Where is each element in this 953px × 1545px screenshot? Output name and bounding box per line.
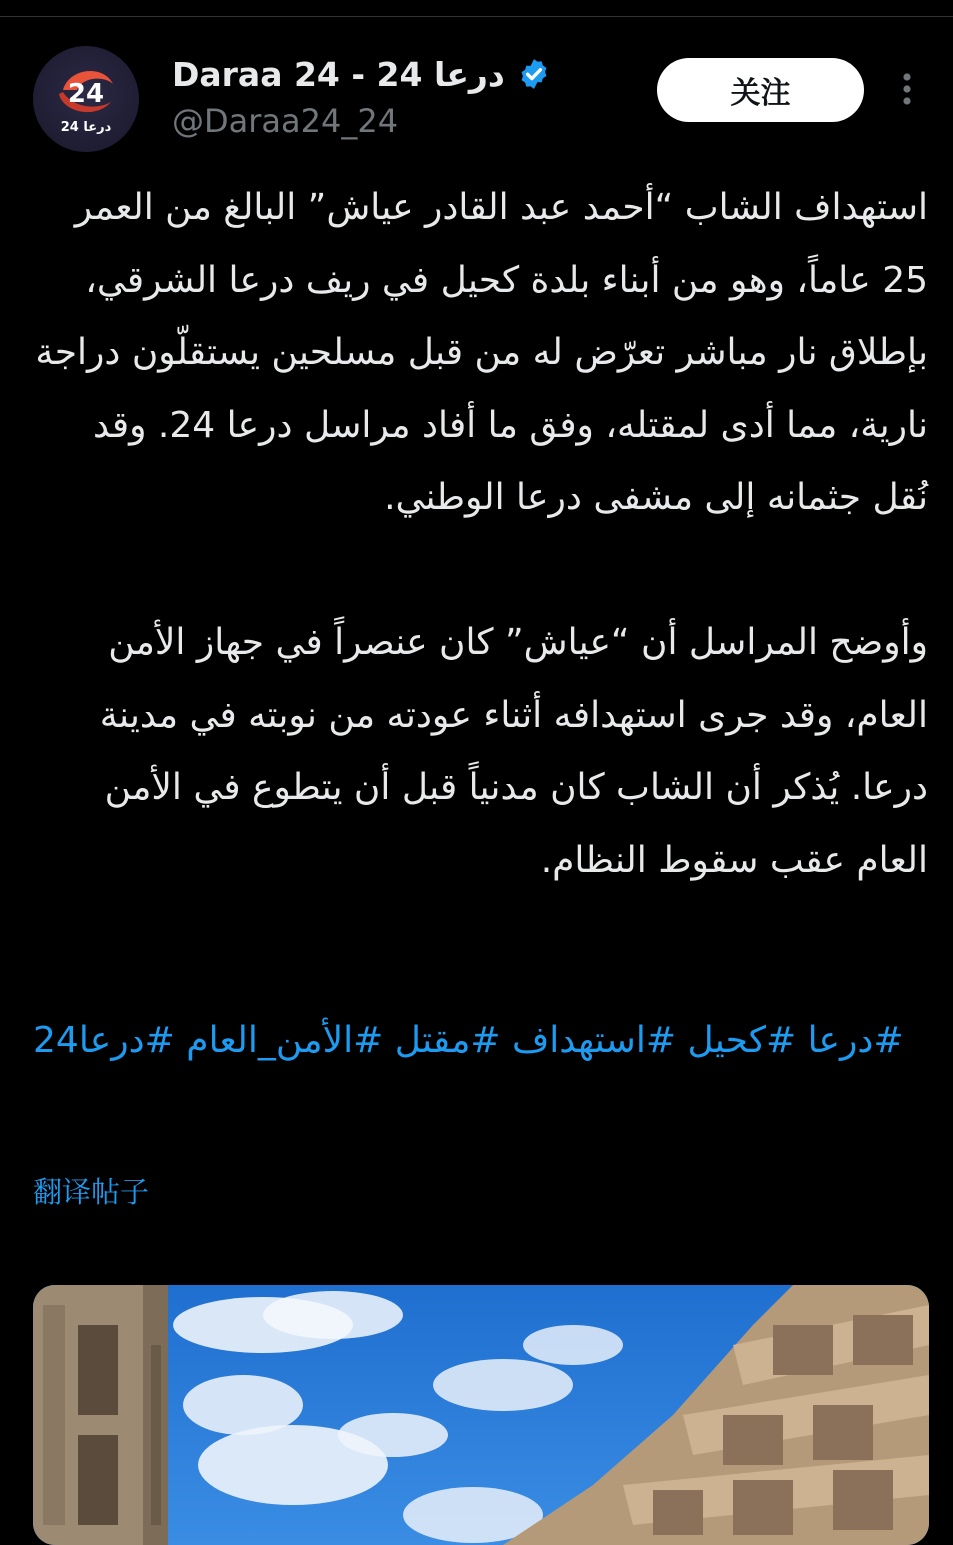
avatar-logo-caption: درعا 24 (60, 120, 112, 135)
more-vertical-icon[interactable] (892, 70, 922, 110)
hashtag-targeting[interactable]: #استهداف (511, 1020, 676, 1061)
post-media-image[interactable] (33, 1285, 929, 1545)
avatar-logo-number: 24 (67, 79, 105, 109)
hashtag-daraa[interactable]: #درعا (807, 1020, 904, 1061)
daraa24-logo (33, 46, 139, 152)
media-photo (33, 1285, 929, 1545)
hashtag-daraa24[interactable]: #درعا24 (33, 1020, 175, 1061)
hashtag-list (33, 1005, 928, 1076)
author-handle[interactable]: @Daraa24_24 (172, 102, 399, 140)
post-paragraph-2: وأوضح المراسل أن “عياش” كان عنصراً في جهاز الأمن العام، وقد جرى استهدافه أثناء عودته من نوبته في مدينة درعا. يُذكر أن الشاب كان مدنياً قبل أن يتطوع في الأمن العام عقب سقوط النظام. (99, 622, 928, 881)
hashtag-kaheel[interactable]: #كحيل (687, 1020, 797, 1061)
hashtag-general-security[interactable]: #الأمن_العام (186, 1020, 384, 1061)
top-divider (0, 16, 953, 17)
post-paragraph-1: استهداف الشاب “أحمد عبد القادر عياش” البالغ من العمر 25 عاماً، وهو من أبناء بلدة كحيل في ريف درعا الشرقي، بإطلاق نار مباشر تعرّض له من قبل مسلحين يستقلّون دراجة نارية، مما أدى لمقتله، وفق ما أفاد مراسل درعا 24. وقد نُقل جثمانه إلى مشفى درعا الوطني. (35, 187, 928, 518)
display-name[interactable]: Daraa 24 - 24 درعا (172, 54, 505, 94)
post-body (33, 172, 928, 897)
hashtag-killing[interactable]: #مقتل (394, 1020, 501, 1061)
display-name-row[interactable] (172, 52, 551, 96)
verified-badge-icon (517, 57, 551, 91)
follow-button[interactable]: 关注 (657, 58, 864, 122)
translate-post-link[interactable]: 翻译帖子 (33, 1175, 150, 1209)
avatar[interactable] (33, 46, 139, 152)
